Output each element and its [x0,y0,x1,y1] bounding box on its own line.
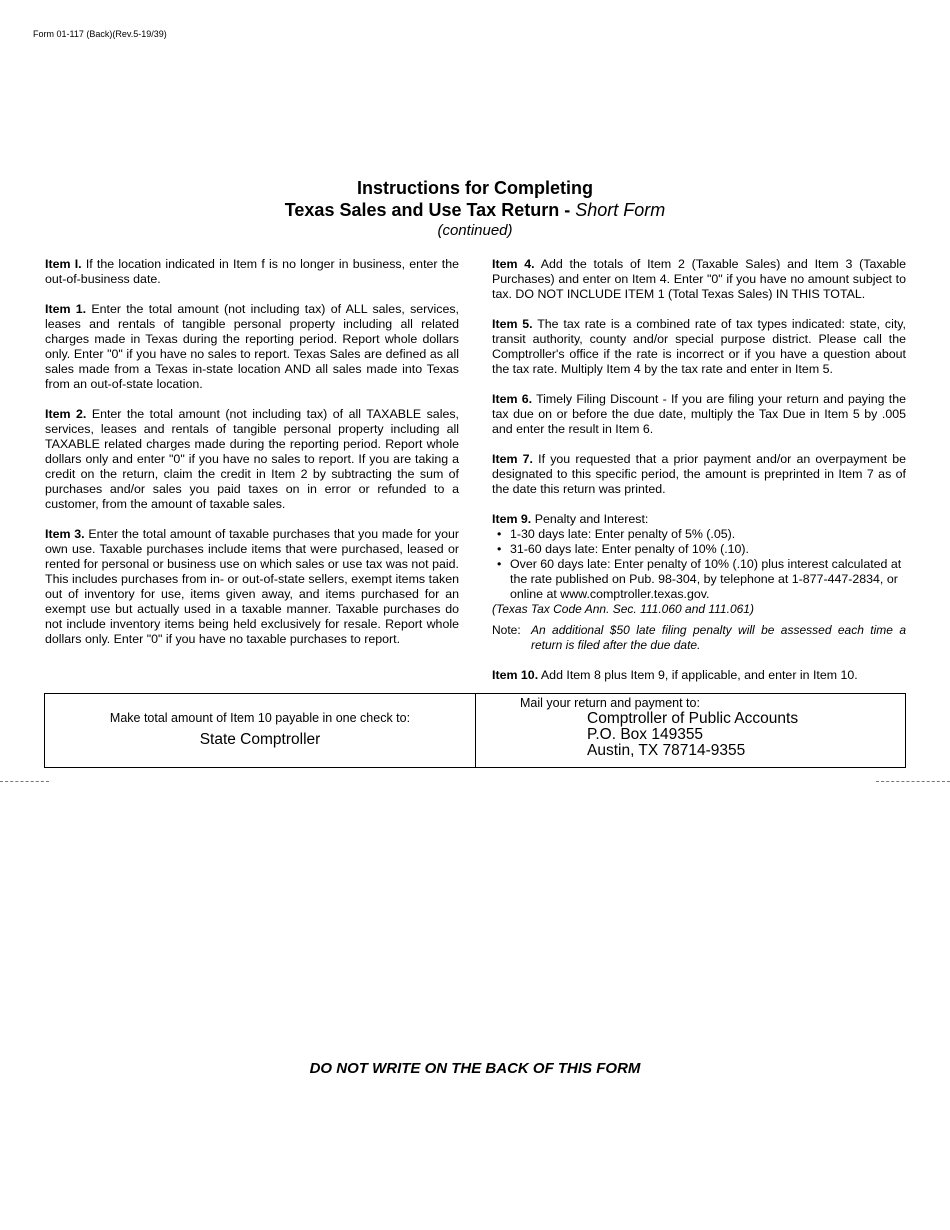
mail-label: Mail your return and payment to: [520,696,700,710]
item-2-paragraph [45,407,459,512]
item-9-heading [492,512,906,527]
address-line: Comptroller of Public Accounts [587,710,799,727]
penalty-bullet: • Over 60 days late: Enter penalty of 10% (.10) plus interest calculated at the rate published on Pub. 98-304, by telephone at 1-877-447-2834, or online at www.comptroller.texas.gov. [510,557,906,602]
payee-name: State Comptroller [199,731,321,748]
mail-to-cell [476,694,905,767]
item-label: Item 6. [492,392,533,406]
penalty-list [492,527,906,602]
title-short-form: Short Form [575,200,666,220]
item-7-paragraph [492,452,906,497]
item-label: Item 10. [492,668,539,682]
tear-line-right [876,781,950,782]
payment-mailing-box [44,693,906,768]
item-text: Enter the total amount of taxable purchases that you made for your own use. Taxable purchases include items that were purchased, leased or rented for personal or business use on which sales or use tax was not paid. This includes purchases from in- or out-of-state sellers, exempt items taken out of inventory for use, items given away, and items purchased for an exempt use but actually used in a taxable manner. Taxable purchases do not include inventory items being held exclusively for resale. Report whole dollars only. Enter "0" if you have no taxable purchases to report. [45,527,459,646]
item-label: Item 2. [45,407,87,421]
do-not-write-warning: DO NOT WRITE ON THE BACK OF THIS FORM [309,1060,641,1077]
note-label: Note: [492,623,521,637]
item-label: Item 9. [492,512,532,526]
item-text: Timely Filing Discount - If you are filing your return and paying the tax due on or before the due date, multiply the Tax Due in Item 5 by .005 and enter the result in Item 6. [492,392,906,436]
page-title [0,177,950,241]
title-continued: (continued) [437,222,513,239]
title-line-1: Instructions for Completing [357,178,593,198]
item-4-paragraph [492,257,906,302]
item-label: Item 1. [45,302,87,316]
right-instructions-column [492,257,906,698]
item-label: Item 5. [492,317,533,331]
item-label: Item 3. [45,527,85,541]
item-1-paragraph [45,302,459,392]
penalty-bullet: • 31-60 days late: Enter penalty of 10% (.10). [510,542,906,557]
mailing-address [587,711,798,759]
item-text: If the location indicated in Item f is no longer in business, enter the out-of-business date. [45,257,459,286]
item-text: The tax rate is a combined rate of tax types indicated: state, city, transit authority, county and/or special purpose district. Please call the Comptroller's office if the rate is incorrect or if you have a question about the tax rate. Multiply Item 4 by the tax rate and enter in Item 5. [492,317,906,376]
item-9-section [492,512,906,617]
item-text: If you requested that a prior payment and/or an overpayment be designated to this specific period, the amount is preprinted in Item 7 as of the date this return was printed. [492,452,906,496]
title-line-2 [0,199,950,221]
item-10-paragraph [492,668,906,683]
item-label: Item 7. [492,452,533,466]
payable-label: Make total amount of Item 10 payable in one check to: [109,711,411,725]
item-text: Enter the total amount (not including tax) of all TAXABLE sales, services, leases and rentals of tangible personal property including all TAXABLE related charges made during the reporting period. Report whole dollars only and enter "0" if you have no sales to report. If you are taking a credit on the return, claim the credit in Item 2 by subtracting the sum of purchases and/or sales you paid taxes on in error or refunded to a customer, from the amount of taxable sales. [45,407,459,511]
address-line: P.O. Box 149355 [587,726,704,743]
tear-line-left [0,781,49,782]
item-label: Item 4. [492,257,535,271]
left-instructions-column [45,257,459,662]
address-line: Austin, TX 78714-9355 [587,742,746,759]
form-number: Form 01-117 (Back)(Rev.5-19/39) [33,29,167,39]
item-3-paragraph [45,527,459,647]
payable-to-cell [45,694,476,767]
late-filing-note [492,623,906,653]
note-text: An additional $50 late filing penalty will be assessed each time a return is filed after the due date. [531,623,906,652]
item-text: Add Item 8 plus Item 9, if applicable, and enter in Item 10. [540,668,858,682]
item-5-paragraph [492,317,906,377]
title-main: Texas Sales and Use Tax Return - [284,200,571,220]
item-text: Penalty and Interest: [534,512,649,526]
item-label: Item I. [45,257,82,271]
tax-code-citation: (Texas Tax Code Ann. Sec. 111.060 and 111.061) [492,602,754,616]
item-text: Enter the total amount (not including tax) of ALL sales, services, leases and rentals of tangible personal property including all related charges made in Texas during the reporting period. Report whole dollars only. Enter "0" if you have no sales to report. Texas Sales are defined as all sales made from a Texas in-state location AND all sales made into Texas from an out-of-state location. [45,302,459,391]
item-i-paragraph [45,257,459,287]
item-6-paragraph [492,392,906,437]
item-text: Add the totals of Item 2 (Taxable Sales) and Item 3 (Taxable Purchases) and enter on Item 4. Enter "0" if you have no amount subject to tax. DO NOT INCLUDE ITEM 1 (Total Texas Sales) IN THIS TOTAL. [492,257,906,301]
penalty-bullet: • 1-30 days late: Enter penalty of 5% (.05). [510,527,906,542]
